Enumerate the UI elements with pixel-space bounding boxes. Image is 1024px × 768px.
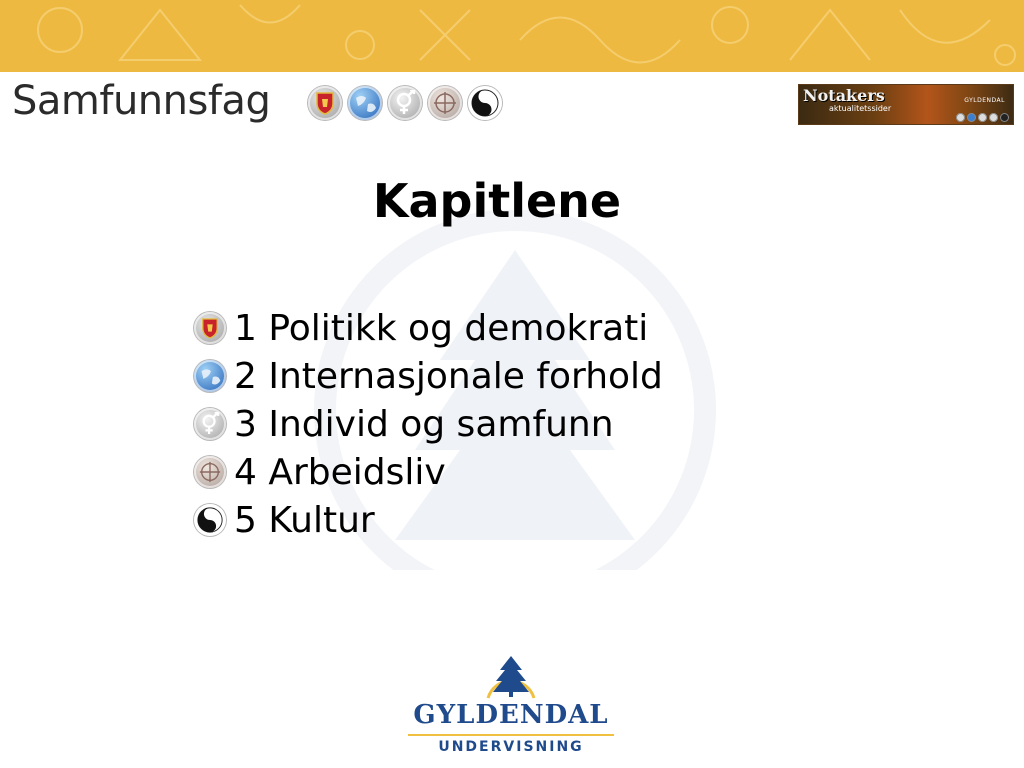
- logo-wordmark: GYLDENDAL: [413, 700, 609, 730]
- gender-icon[interactable]: [388, 86, 422, 120]
- brand-title: Samfunnsfag: [12, 78, 271, 124]
- header: [0, 72, 1024, 132]
- banner-subtitle: aktualitetssider: [829, 104, 892, 113]
- yin-yang-icon: [1000, 113, 1009, 122]
- globe-icon: [194, 360, 226, 392]
- banner-publisher: GYLDENDAL: [964, 97, 1005, 104]
- logo-subtext: UNDERVISNING: [438, 739, 584, 755]
- coat-of-arms-icon: [194, 312, 226, 344]
- doodle-pattern: [0, 0, 1024, 72]
- yin-yang-icon: [194, 504, 226, 536]
- banner-title: Notakers: [803, 86, 885, 105]
- compass-icon: [989, 113, 998, 122]
- chapter-list: [194, 304, 663, 544]
- decorative-top-band: [0, 0, 1024, 72]
- chapter-item-arbeidsliv[interactable]: [194, 448, 663, 496]
- compass-icon: [194, 456, 226, 488]
- chapter-label: 3 Individ og samfunn: [234, 403, 614, 445]
- compass-icon[interactable]: [428, 86, 462, 120]
- globe-icon: [967, 113, 976, 122]
- gyldendal-logo: [406, 650, 616, 760]
- tree-logo-icon: [406, 650, 616, 700]
- chapter-label: 5 Kultur: [234, 499, 375, 541]
- logo-divider: [408, 734, 614, 736]
- coat-of-arms-icon: [956, 113, 965, 122]
- chapter-item-individ[interactable]: [194, 400, 663, 448]
- gender-icon: [978, 113, 987, 122]
- gender-icon: [194, 408, 226, 440]
- globe-icon[interactable]: [348, 86, 382, 120]
- chapter-label: 2 Internasjonale forhold: [234, 355, 663, 397]
- chapter-item-politikk[interactable]: [194, 304, 663, 352]
- chapter-item-kultur[interactable]: [194, 496, 663, 544]
- chapter-item-internasjonale[interactable]: [194, 352, 663, 400]
- chapter-label: 1 Politikk og demokrati: [234, 307, 649, 349]
- notakers-banner[interactable]: [798, 84, 1014, 125]
- yin-yang-icon[interactable]: [468, 86, 502, 120]
- header-icon-row: [308, 86, 502, 120]
- chapter-label: 4 Arbeidsliv: [234, 451, 446, 493]
- banner-icon-row: [956, 113, 1009, 122]
- coat-of-arms-icon[interactable]: [308, 86, 342, 120]
- slide-title: Kapitlene: [372, 174, 622, 228]
